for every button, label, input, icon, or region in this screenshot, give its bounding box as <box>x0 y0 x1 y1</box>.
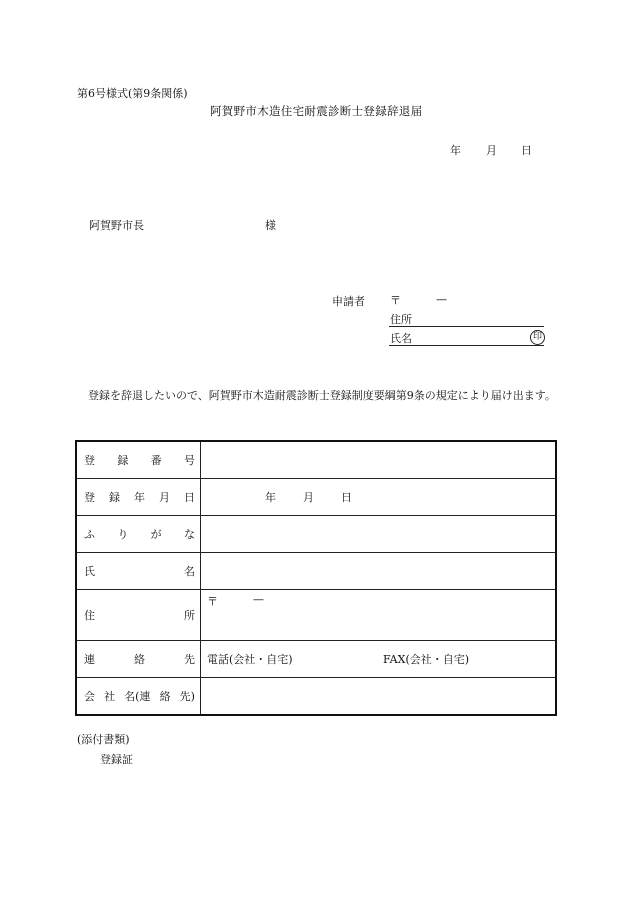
company-name-field[interactable] <box>201 678 557 716</box>
address-field[interactable] <box>201 590 557 641</box>
name-underline <box>389 345 544 346</box>
fax-label: FAX(会社・自宅) <box>383 653 470 666</box>
addressee-honorific: 様 <box>265 219 276 232</box>
table-row <box>76 553 556 590</box>
row-label-registration-date: 登 録 年 月 日 <box>84 491 195 504</box>
row-label-registration-number: 登 録 番 号 <box>84 454 195 467</box>
row-label-company-name: 会 社 名(連 絡 先) <box>84 690 195 703</box>
tel-label: 電話(会社・自宅) <box>207 653 293 666</box>
applicant-name-label: 氏名 <box>390 332 412 345</box>
date-year-label: 年 <box>450 144 461 157</box>
date-month-label: 月 <box>486 144 497 157</box>
row-label-address: 住 所 <box>84 609 195 622</box>
table-postal-mark: 〒 <box>207 595 218 608</box>
row-label-contact: 連 絡 先 <box>84 653 195 666</box>
contact-field[interactable] <box>201 641 557 678</box>
page-title: 阿賀野市木造住宅耐震診断士登録辞退届 <box>210 104 423 118</box>
table-row <box>76 641 556 678</box>
row-label-furigana: ふ り が な <box>84 528 195 541</box>
date-day-label: 日 <box>521 144 532 157</box>
table-row <box>76 516 556 553</box>
name-field[interactable] <box>201 553 557 590</box>
table-row <box>76 590 556 641</box>
postal-dash: — <box>436 293 447 306</box>
postal-mark: 〒 <box>390 294 401 307</box>
reg-date-day: 日 <box>341 491 352 504</box>
reg-date-year: 年 <box>265 491 276 504</box>
addressee-name: 阿賀野市長 <box>89 219 144 232</box>
attachment-item: 登録証 <box>100 753 133 766</box>
table-row <box>76 441 556 479</box>
reg-date-month: 月 <box>303 491 314 504</box>
registration-number-field[interactable] <box>201 441 557 479</box>
registration-table <box>75 440 557 716</box>
registration-date-field[interactable] <box>201 479 557 516</box>
table-row <box>76 479 556 516</box>
form-number: 第6号様式(第9条関係) <box>77 87 188 100</box>
address-underline <box>389 326 544 327</box>
furigana-field[interactable] <box>201 516 557 553</box>
table-postal-dash: — <box>253 593 264 606</box>
seal-mark: 印 <box>530 330 545 345</box>
applicant-address-label: 住所 <box>390 313 412 326</box>
table-row <box>76 678 556 716</box>
row-label-name: 氏 名 <box>84 565 195 578</box>
declaration-text: 登録を辞退したいので、阿賀野市木造耐震診断士登録制度要綱第9条の規定により届け出ます。 <box>88 389 556 402</box>
applicant-label: 申請者 <box>332 295 365 308</box>
attachments-label: (添付書類) <box>77 733 130 746</box>
